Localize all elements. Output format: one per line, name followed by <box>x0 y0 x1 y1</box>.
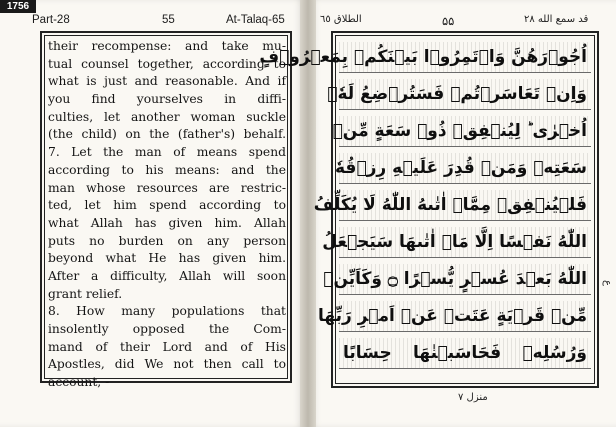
arabic-line <box>259 42 591 73</box>
translation-line: account, - <box>48 375 110 390</box>
arabic-line-text: وَرُسُلِهٖ فَحَاسَبۡنٰهَا حِسَابًا <box>343 343 587 363</box>
left-header-surah: At-Talaq-65 <box>226 14 285 26</box>
translation-line: Apostles, did We not then call to <box>48 357 286 372</box>
right-header-surah: الطلاق ٦٥ <box>320 14 362 25</box>
translation-line: 7. Let the man of means spend <box>48 145 286 160</box>
translation-line: puts no burden on any person <box>48 233 286 248</box>
arabic-line-text: اللّٰهُ نَفۡسًا اِلَّا مَاۤ اٰتٰٮهَا سَيَجۡعَلُ <box>322 232 587 252</box>
right-header-page: ۵۵ <box>442 16 455 28</box>
translation-line: what is just and reasonable. And if <box>48 74 286 89</box>
arabic-line-text: اللّٰهُ بَعۡدَ عُسۡرٍ يُّسۡرًا ۝ وَكَاَيِّنۡ <box>323 269 587 289</box>
translation-line: culties, let another woman suckle <box>48 109 286 124</box>
arabic-line-text: وَاِنۡ تَعَاسَرۡتُمۡ فَسَتُرۡضِعُ لَهٗۤ <box>327 84 587 104</box>
translation-line: man whose resources are restric- <box>48 180 286 195</box>
arabic-line-text: فَلۡيُنۡفِقۡ مِمَّاۤ اٰتٰٮهُ اللّٰهُ لَا يُكَلِّفُ <box>313 195 587 215</box>
arabic-line <box>335 153 591 184</box>
translation-line: (the child) on the (father's) behalf. <box>48 127 286 142</box>
translation-line: you find yourselves in diffi- <box>48 92 286 107</box>
arabic-line-text: اُخۡرٰى ؕ لِيُنۡفِقۡ ذُوۡ سَعَةٍ مِّنۡ <box>332 121 587 141</box>
arabic-line <box>327 79 591 110</box>
translation-line: grant relief. <box>48 286 123 301</box>
arabic-line <box>332 116 591 147</box>
ruku-mark: ع <box>602 280 613 286</box>
arabic-line-text: مِّنۡ قَرۡيَةٍ عَتَتۡ عَنۡ اَمۡرِ رَبِّهَا <box>318 306 587 326</box>
left-header-page: 55 <box>162 14 175 26</box>
arabic-line-text: سَعَتِهٖ وَمَنۡ قُدِرَ عَلَيۡهِ رِزۡقُهٗ <box>335 158 587 178</box>
arabic-line <box>318 301 591 332</box>
arabic-text-block <box>259 42 591 378</box>
manzil-footer: منزل ٧ <box>458 392 488 403</box>
left-header-part: Part-28 <box>32 14 70 26</box>
translation-line: what Allah has given him. Allah <box>48 215 286 230</box>
arabic-line-text: اُجُوۡرَهُنَّ وَاۡتَمِرُوۡا بَيۡنَكُمۡ بِمَعۡرُوۡفٍ <box>259 47 587 67</box>
translation-line: beyond what He has given him. <box>48 251 286 266</box>
translation-line: mand of their Lord and of His <box>48 339 286 354</box>
translation-line: After a difficulty, Allah will soon <box>48 268 286 283</box>
translation-line: their recompense: and take mu- <box>48 39 286 53</box>
translation-line: ted, let him spend according to <box>48 198 286 213</box>
translation-line: according to his means: and the <box>48 162 286 177</box>
arabic-line <box>322 227 591 258</box>
arabic-line <box>313 190 591 221</box>
translation-line: insolently opposed the Com- <box>48 322 286 336</box>
translation-line: 8. How many populations that <box>48 304 286 319</box>
right-header-part: قد سمع الله ۲۸ <box>524 14 589 25</box>
arabic-line <box>323 264 591 295</box>
arabic-line <box>339 338 591 369</box>
translation-text <box>48 38 286 392</box>
translation-line: tual counsel together, according to <box>48 56 286 71</box>
page-number-badge: 1756 <box>0 0 36 13</box>
